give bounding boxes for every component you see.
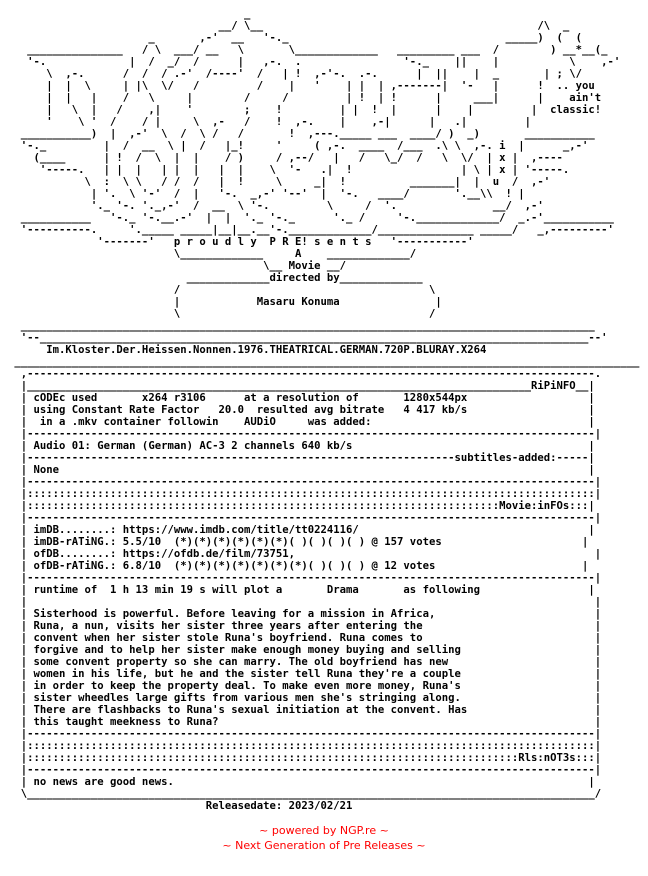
nfo-ascii-document: _ __/ \__ /\ _ _ ,-' __ '-._ _____) ( ( _______________ / \ ___/ __ \ \_____________ _________ ___ / ) __*__(_ '-. | / _/ / | ,-. . '-._ || | \ ,-' \ ,-. / / / .-' /----' / | ! ,-'-. .-. | || | _ | ; \/ | | \ | |\ \/ / / | ' | | | ,-------| '- | ! .. you | | | / \ | / / | ! | ! | ___| | ain't | \ | / ,| ' ; ! | | ! | | | | classic! ' \ ' / / | \ ,- / ! ,-. | ,-| | .| | ___________) | ,-' \ / \ / / ! ,---._____ ___ ____/ ) _) ___________ '-._ | / __ \ | / |_! ' ( ,-. ____ /___ .\ \ ,-. i | _,-' (____ | ! / \ | | / ) / ,--/ | / \_/ / \ \/ | x | ,---- '-----. | | | | | | | | \ '- .| ! | \ | x | '-----. \ : \ \ / / / | ! \ _| ! _______| | u / ,-' | '. \ '-' / | '-. _,-' '--' | '-. ____/ '.__\\ ! | '._ '-. '._,-' / __ \ '-. \ / '. __/ ,-' ___________ '-._ '-.__.-' | | '._ '-._ '._ / '-._____________/ _.-'___________ '----------. '._____ _____|__|__.__'-._____________/_______________ _____/ _,---------' '-------' p r o u d l y P R E! s e n t s '-----------' \_____________ A _____________/ \__ Movie __/ _____________directed by_____________ / \ | Masaru Konuma | \ / __________________________________________________________________________________________ '--______________________________________________________________________________________--' Im.Kloster.Der.Heissen.Nonnen.1976.THEATRICAL.GERMAN.720P.BLURAY.X264 __________________________________________________________________________________________________ ,-----------------------------------------------------------------------------------------. |_______________________________________________________________________________RiPiNFO__| | cODEc used x264 r3106 at a resolution of 1280x544px | | using Constant Rate Factor 20.0 resulted avg bitrate 4 417 kb/s | | in a .mkv container followin AUDiO was added: | |-----------------------------------------------------------------------------------------| | Audio 01: German (German) AC-3 2 channels 640 kb/s | |-------------------------------------------------------------------subtitles-added:-----| | None | |-----------------------------------------------------------------------------------------| |:::::::::::::::::::::::::::::::::::::::::::::::::::::::::::::::::::::::::::::::::::::::::| |::::::::::::::::::::::::::::::::::::::::::::::::::::::::::::::::::::::::::Movie:inFOs:::| |-----------------------------------------------------------------------------------------| | imDB........: https://www.imdb.com/title/tt0224116/ | | imDB-rATiNG.: 5.5/10 (*)(*)(*)(*)(*)(*)( )( )( )( ) @ 157 votes | | ofDB........: https://ofdb.de/film/73751, | | ofDB-rATiNG.: 6.8/10 (*)(*)(*)(*)(*)(*)(*)( )( )( ) @ 12 votes | |-----------------------------------------------------------------------------------------| | runtime of 1 h 13 min 19 s will plot a Drama as following | | | | Sisterhood is powerful. Before leaving for a mission in Africa, | | Runa, a nun, visits her sister three years after entering the | | convent when her sister stole Runa's boyfriend. Runa comes to | | forgive and to help her sister make enough money buying and selling | | some convent property so she can marry. The old boyfriend has new | | women in his life, but he and the sister tell Runa they're a couple | | in order to keep the property deal. To make even more money, Runa's | | sister wheedles large gifts from various men she's stringing along. | | There are flashbacks to Runa's sexual initiation at the convent. Has | | this taught meekness to Runa? | |-----------------------------------------------------------------------------------------| |:::::::::::::::::::::::::::::::::::::::::::::::::::::::::::::::::::::::::::::::::::::::::| |:::::::::::::::::::::::::::::::::::::::::::::::::::::::::::::::::::::::::::::Rls:nOT3s:::| |-----------------------------------------------------------------------------------------| | no news are good news. | \_________________________________________________________________________________________/ Releasedate: 2023/02/21 xyxy=(14,8,640,812)
footer-powered-by: ~ powered by NGP.re ~ xyxy=(259,824,389,837)
footer-tagline: ~ Next Generation of Pre Releases ~ xyxy=(222,839,426,852)
